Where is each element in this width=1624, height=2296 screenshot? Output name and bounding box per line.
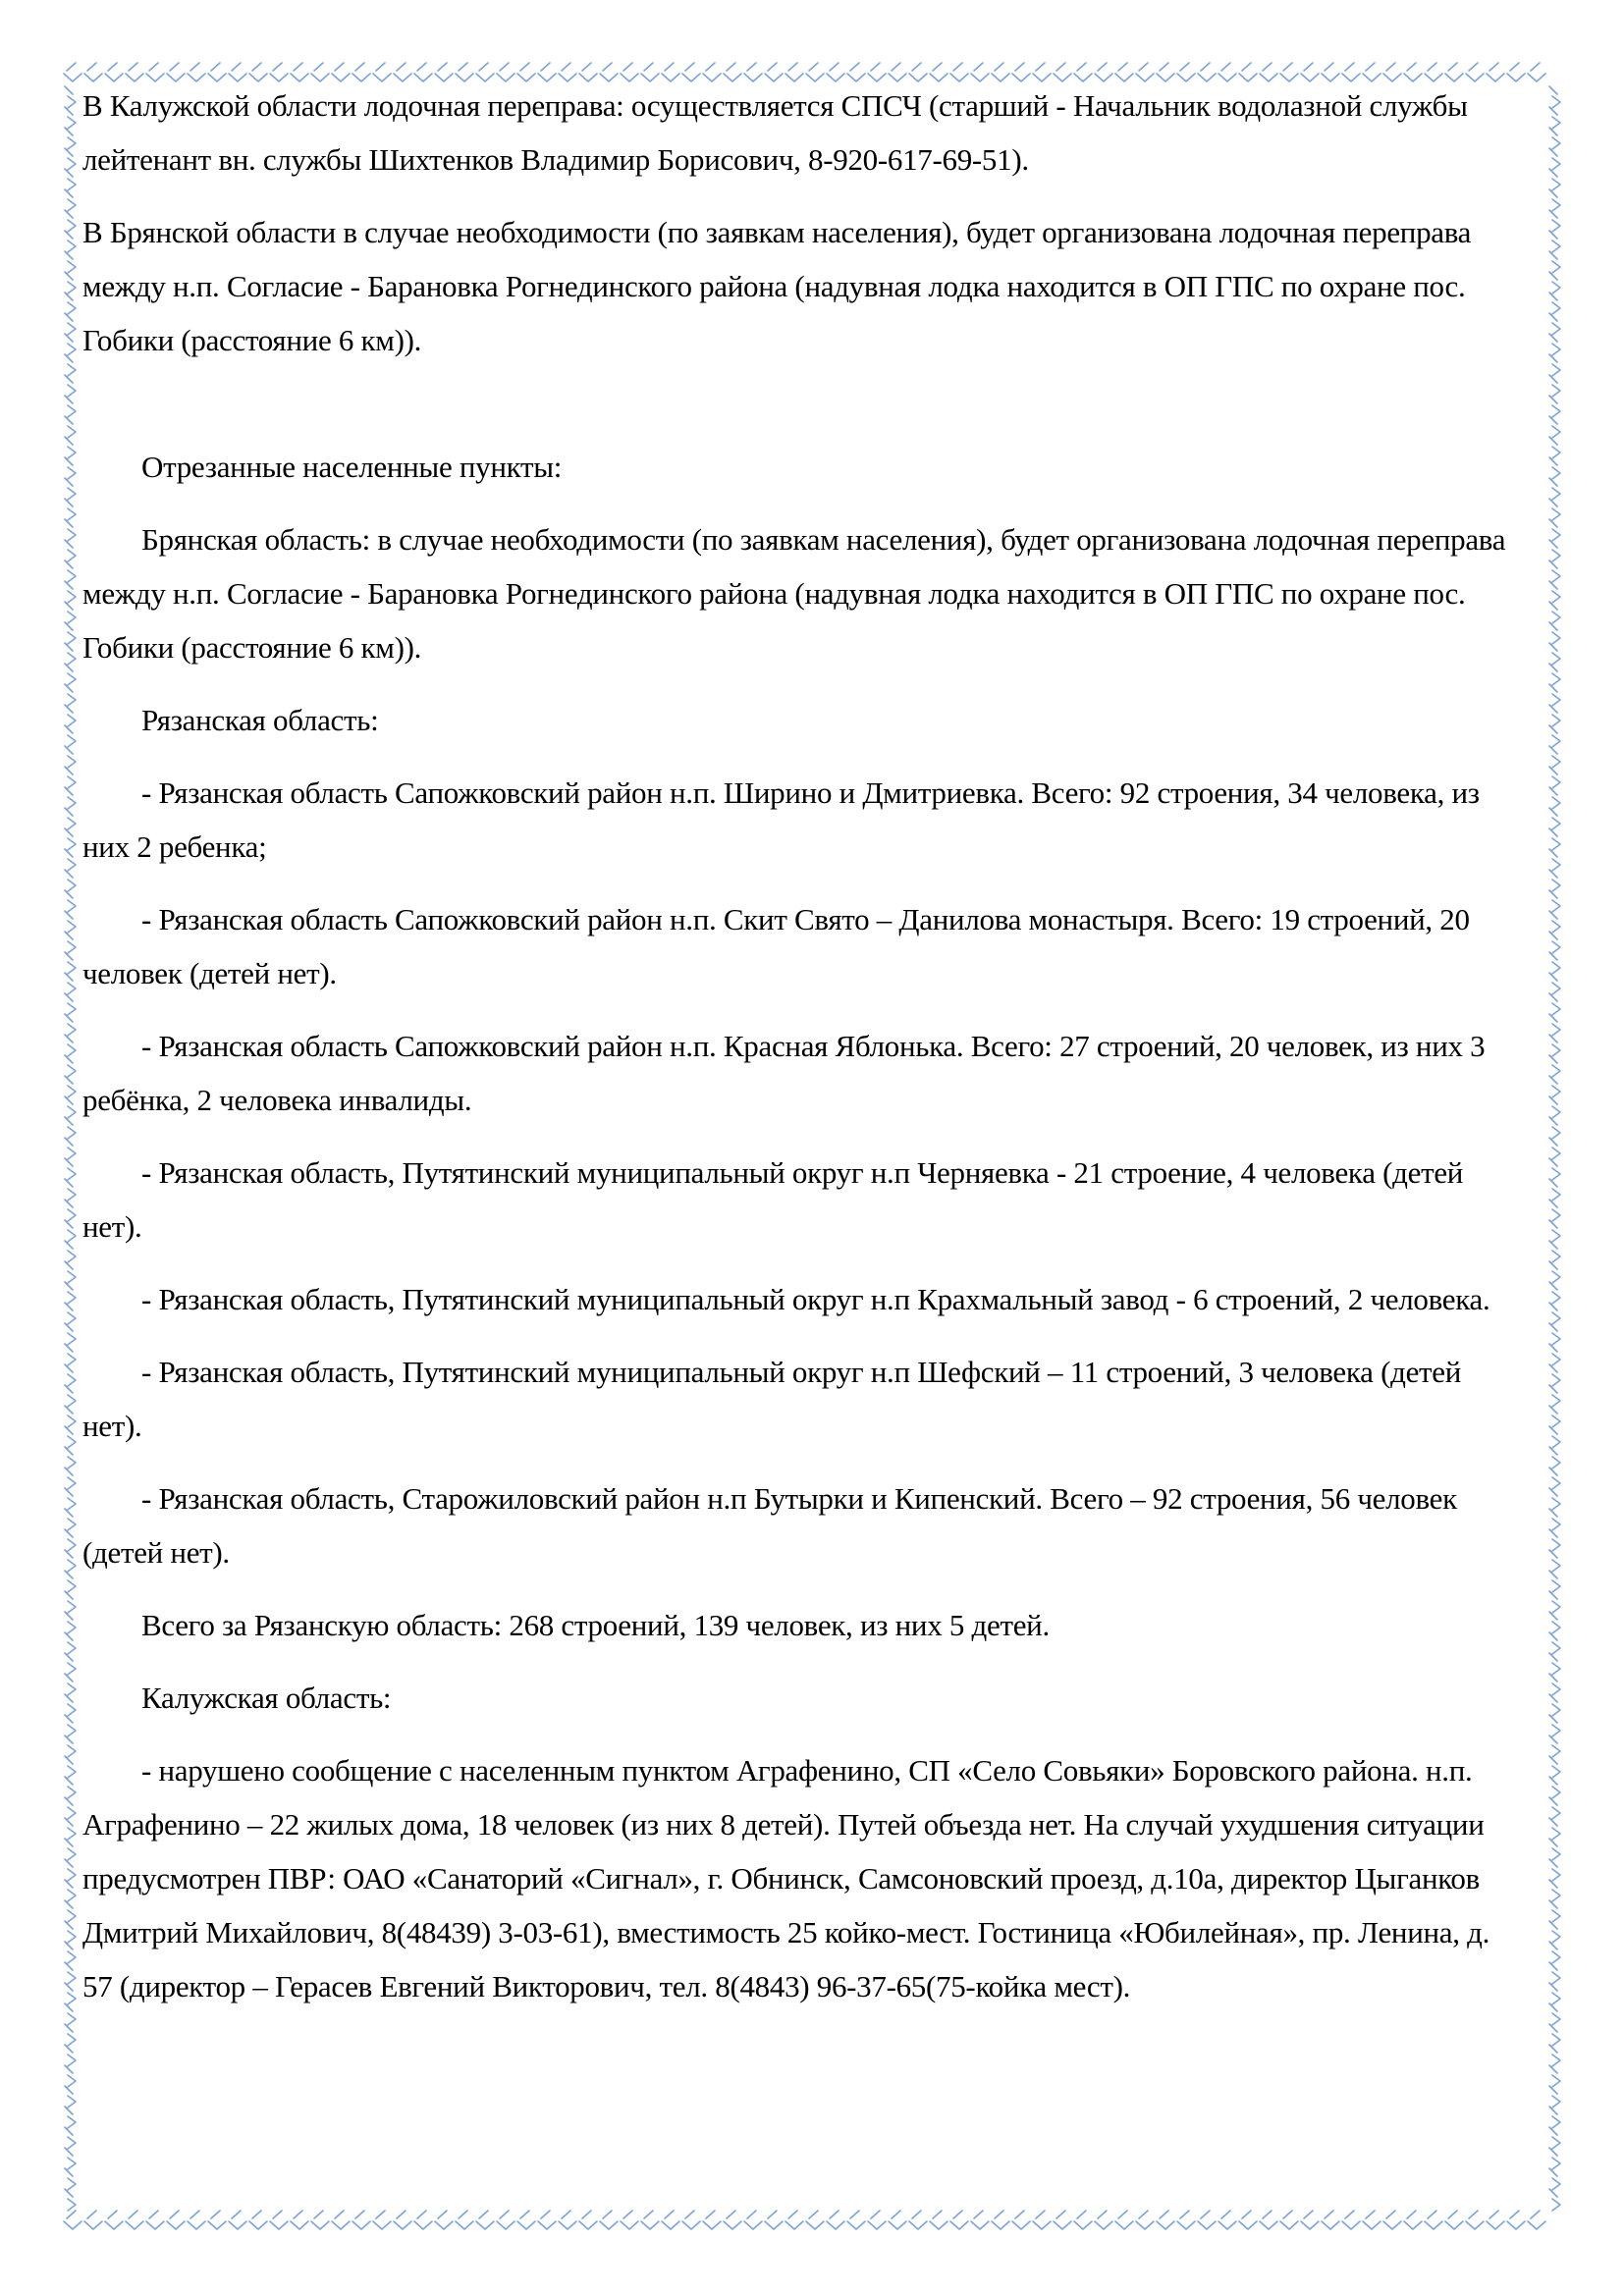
list-item-shefsky: - Рязанская область, Путятинский муниципальный округ н.п Шефский – 11 строений, 3 человека (детей нет).: [82, 1355, 1462, 1443]
list-item-chernyaevka: - Рязанская область, Путятинский муниципальный округ н.п Черняевка - 21 строение, 4 человека (детей нет).: [82, 1155, 1464, 1244]
list-item-butyrki-kipensky: - Рязанская область, Старожиловский район н.п Бутырки и Кипенский. Всего – 92 строения, 56 человек (детей нет).: [82, 1481, 1457, 1570]
paragraph-bryansk-region: Брянская область: в случае необходимости (по заявкам населения), будет организована лодочная переправа между н.п. Согласие - Барановка Рогнединского района (надувная лодка находится в ОП ГПС по охране пос. Гобики (расстояние 6 км)).: [82, 522, 1506, 665]
list-item-krasnaya-yablonka: - Рязанская область Сапожковский район н.п. Красная Яблонька. Всего: 27 строений, 20 человек, из них 3 ребёнка, 2 человека инвалиды.: [82, 1029, 1486, 1117]
list-item-skit-svyato-danilova: - Рязанская область Сапожковский район н.п. Скит Свято – Данилова монастыря. Всего: 19 строений, 20 человек (детей нет).: [82, 902, 1470, 990]
heading-kaluga-region: Калужская область:: [141, 1681, 392, 1715]
list-item-shirino-dmitrievka: - Рязанская область Сапожковский район н.п. Ширино и Дмитриевка. Всего: 92 строения, 34 человека, из них 2 ребенка;: [82, 775, 1480, 864]
paragraph-agrafenino: - нарушено сообщение с населенным пунктом Аграфенино, СП «Село Совьяки» Боровского района. н.п. Аграфенино – 22 жилых дома, 18 человек (из них 8 детей). Путей объезда нет. На случай ухудшения ситуации предусмотрен ПВР: ОАО «Санаторий «Сигнал», г. Обнинск, Самсоновский проезд, д.10а, директор Цыганков Дмитрий Михайлович, 8(48439) 3-03-61), вместимость 25 койко-мест. Гостиница «Юбилейная», пр. Ленина, д. 57 (директор – Герасев Евгений Викторович, тел. 8(4843) 96-37-65(75-койка мест).: [82, 1753, 1490, 2003]
paragraph-ryazan-total: Всего за Рязанскую область: 268 строений, 139 человек, из них 5 детей.: [141, 1608, 1050, 1642]
paragraph-bryansk-crossing: В Брянской области в случае необходимости (по заявкам населения), будет организована лодочная переправа между н.п. Согласие - Барановка Рогнединского района (надувная лодка находится в ОП ГПС по охране пос. Гобики (расстояние 6 км)).: [82, 215, 1472, 357]
heading-cutoff-settlements: Отрезанные населенные пункты:: [141, 450, 563, 484]
document-body: [82, 79, 1516, 2032]
heading-ryazan-region: Рязанская область:: [141, 703, 379, 737]
list-item-krakhmalny-zavod: - Рязанская область, Путятинский муниципальный округ н.п Крахмальный завод - 6 строений, 2 человека.: [141, 1282, 1490, 1316]
paragraph-kaluga-crossing: В Калужской области лодочная переправа: осуществляется СПСЧ (старший - Начальник водолазной службы лейтенант вн. службы Шихтенков Владимир Борисович, 8-920-617-69-51).: [82, 88, 1468, 177]
